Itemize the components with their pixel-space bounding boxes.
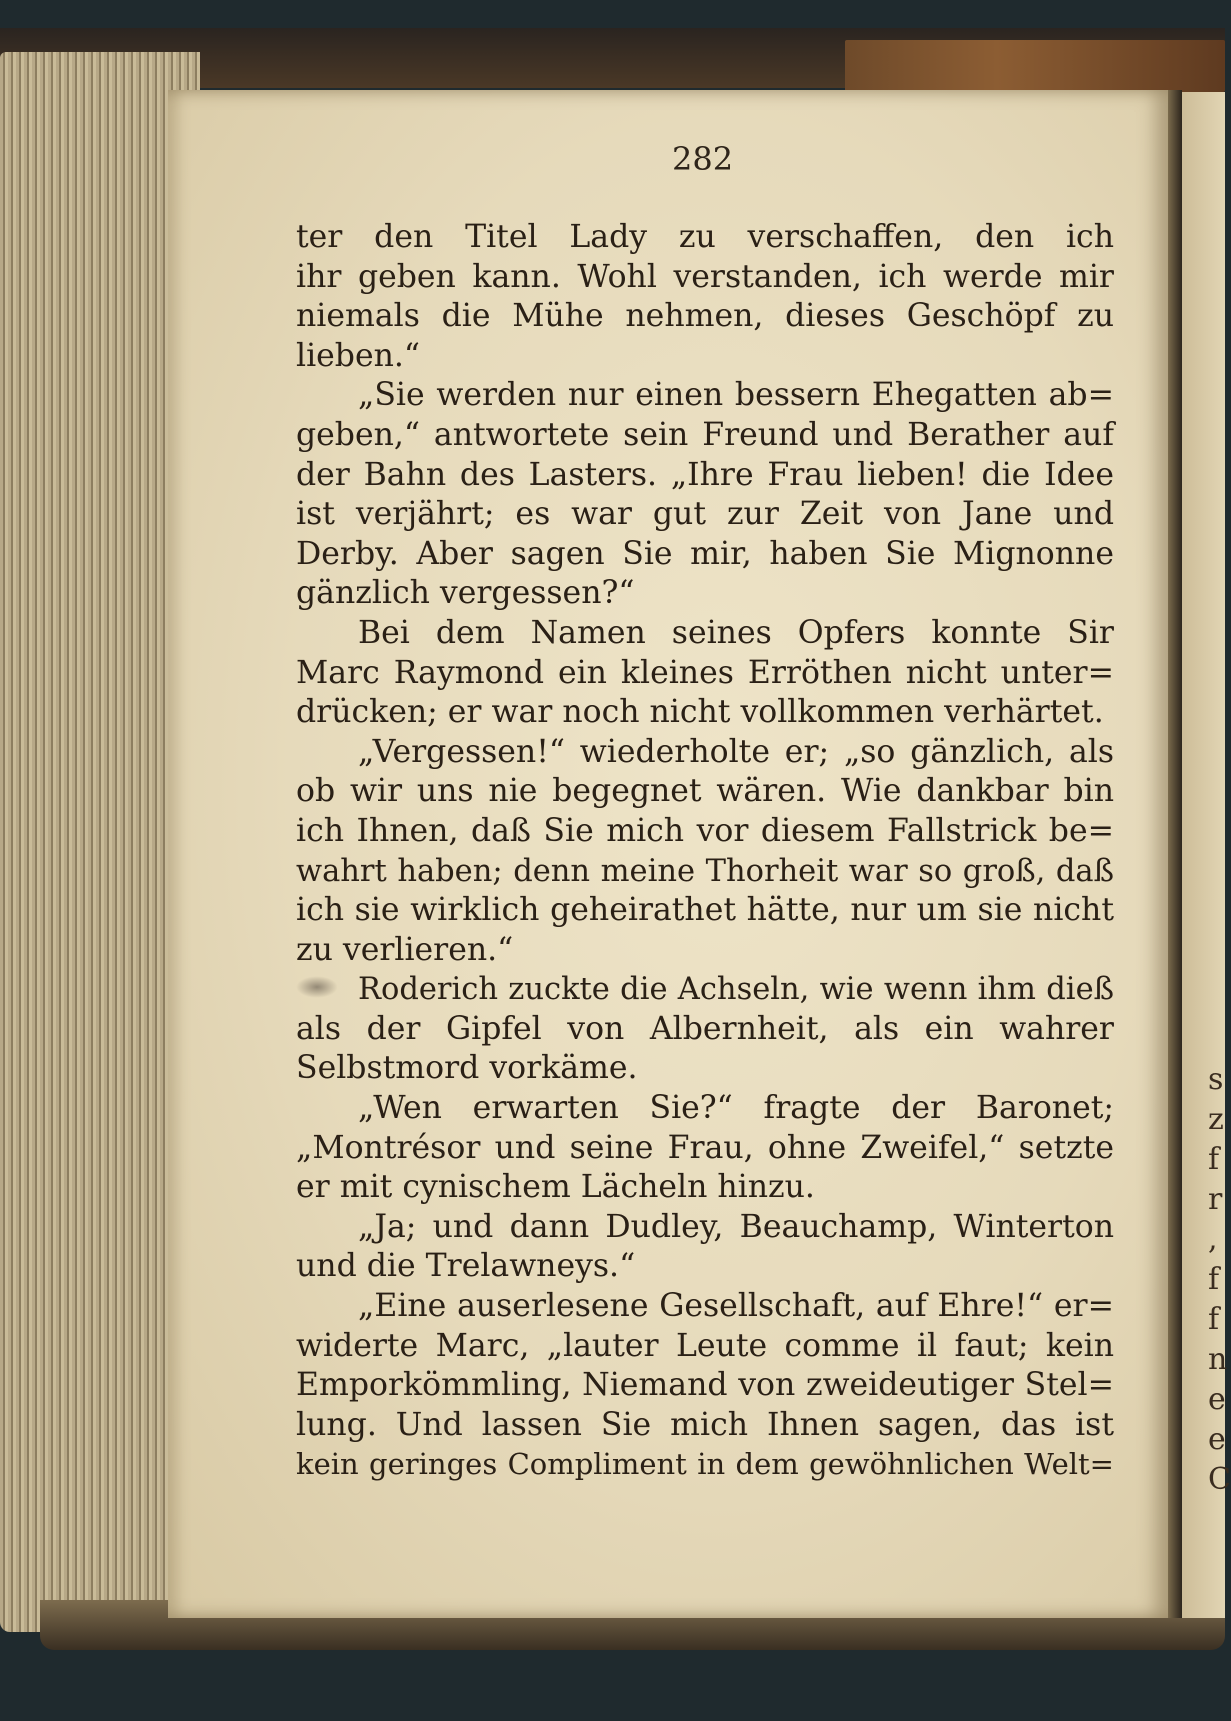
- text-line: Emporkömmling, Niemand von zweideutiger Stel=: [296, 1367, 1114, 1404]
- text-line: Selbstmord vorkäme.: [296, 1050, 638, 1087]
- book-spine: [845, 40, 1225, 92]
- text-line: „Wen erwarten Sie?“ fragte der Baronet;: [358, 1090, 1114, 1127]
- text-line: Marc Raymond ein kleines Erröthen nicht unter=: [296, 654, 1114, 691]
- text-line: ich Ihnen, daß Sie mich vor diesem Fallstrick be=: [296, 812, 1114, 849]
- text-line: geben,“ antwortete sein Freund und Berather auf: [296, 416, 1114, 453]
- text-line: „Ja; und dann Dudley, Beauchamp, Winterton: [358, 1208, 1114, 1245]
- book-gutter: [1168, 90, 1182, 1618]
- text-line: gänzlich vergessen?“: [296, 575, 635, 612]
- text-line: ich sie wirklich geheirathet hätte, nur um sie nicht: [296, 892, 1114, 929]
- text-line: „Sie werden nur einen bessern Ehegatten ab=: [358, 377, 1114, 414]
- text-line: drücken; er war noch nicht vollkommen verhärtet.: [296, 694, 1104, 731]
- text-line: ist verjährt; es war gut zur Zeit von Jane und: [296, 496, 1114, 533]
- text-line: Roderich zuckte die Achseln, wie wenn ihm dieß: [358, 972, 1114, 1008]
- text-line: als der Gipfel von Albernheit, als ein wahrer: [296, 1010, 1114, 1047]
- page-number: 282: [672, 140, 734, 178]
- text-line: widerte Marc, „lauter Leute comme il faut; kein: [296, 1327, 1114, 1364]
- text-line: der Bahn des Lasters. „Ihre Frau lieben! die Idee: [296, 456, 1114, 493]
- text-line: „Eine auserlesene Gesellschaft, auf Ehre!“ er=: [358, 1288, 1114, 1325]
- text-line: zu verlieren.“: [296, 931, 514, 968]
- text-line: und die Trelawneys.“: [296, 1248, 636, 1285]
- text-line: ihr geben kann. Wohl verstanden, ich werde mir: [296, 258, 1114, 295]
- next-page-fragment: s z f r , f f n e e C: [1208, 1062, 1231, 1497]
- text-line: er mit cynischem Lächeln hinzu.: [296, 1169, 815, 1206]
- text-line: kein geringes Compliment in dem gewöhnlichen Welt=: [296, 1447, 1114, 1482]
- text-line: niemals die Mühe nehmen, dieses Geschöpf zu: [296, 298, 1114, 335]
- text-line: „Montrésor und seine Frau, ohne Zweifel,“ setzte: [296, 1129, 1114, 1166]
- text-line: Bei dem Namen seines Opfers konnte Sir: [358, 614, 1114, 651]
- text-line: Derby. Aber sagen Sie mir, haben Sie Mignonne: [296, 535, 1114, 572]
- text-line: „Vergessen!“ wiederholte er; „so gänzlich, als: [358, 733, 1114, 770]
- text-line: wahrt haben; denn meine Thorheit war so groß, daß: [296, 853, 1114, 889]
- text-line: lieben.“: [296, 337, 421, 374]
- body-text: [296, 218, 1114, 1485]
- text-line: ter den Titel Lady zu verschaffen, den ich: [296, 219, 1114, 255]
- text-line: ob wir uns nie begegnet wären. Wie dankbar bin: [296, 773, 1114, 810]
- text-line: lung. Und lassen Sie mich Ihnen sagen, das ist: [296, 1406, 1114, 1443]
